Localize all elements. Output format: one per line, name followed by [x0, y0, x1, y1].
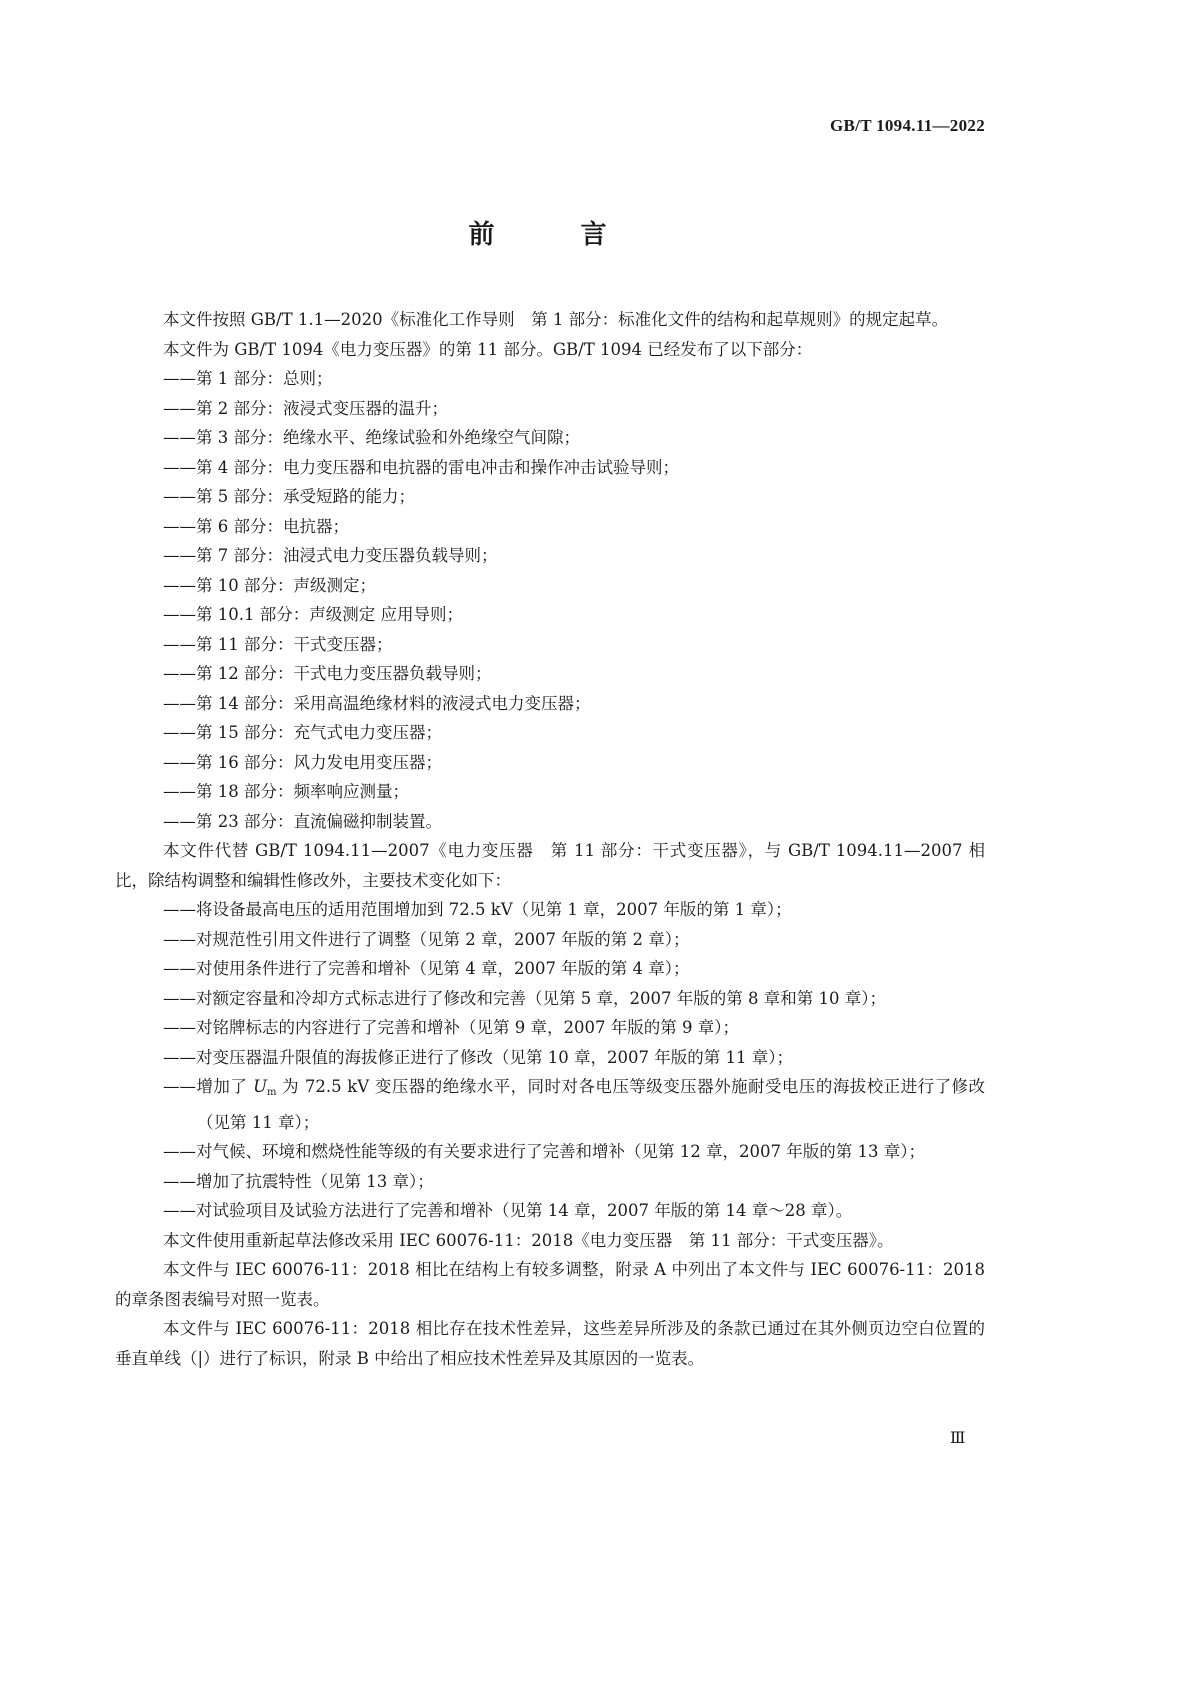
list-item: ——第 3 部分：绝缘水平、绝缘试验和外绝缘空气间隙；: [163, 428, 580, 447]
paragraph: 本文件与 IEC 60076-11：2018 相比存在技术性差异，这些差异所涉及的条款已通过在其外侧页边空白位置的垂直单线（|）进行了标识，附录 B 中给出了相应技术性差异及其原因的一览表。: [115, 1319, 985, 1368]
list-item: ——第 12 部分：干式电力变压器负载导则；: [163, 664, 492, 683]
list-item: ——第 1 部分：总则；: [163, 369, 333, 388]
paragraph: 本文件使用重新起草法修改采用 IEC 60076-11：2018《电力变压器 第 11 部分：干式变压器》。: [163, 1230, 894, 1250]
list-item: ——将设备最高电压的适用范围增加到 72.5 kV（见第 1 章，2007 年版的第 1 章）；: [163, 900, 792, 919]
list-item: [115, 1072, 985, 1137]
list-item: ——第 10 部分：声级测定；: [163, 575, 376, 595]
list-item: ——第 4 部分：电力变压器和电抗器的雷电冲击和操作冲击试验导则；: [163, 457, 679, 477]
list-item-text: ——增加了: [163, 1077, 254, 1096]
list-item: ——对气候、环境和燃烧性能等级的有关要求进行了完善和增补（见第 12 章，2007 年版的第 13 章）；: [163, 1142, 925, 1161]
list-item: ——增加了抗震特性（见第 13 章）；: [163, 1171, 434, 1191]
list-item: ——第 5 部分：承受短路的能力；: [163, 487, 415, 506]
list-item: ——第 23 部分：直流偏磁抑制装置。: [163, 811, 442, 831]
list-item: ——第 7 部分：油浸式电力变压器负载导则；: [163, 546, 498, 565]
list-item: ——第 6 部分：电抗器；: [163, 516, 349, 536]
paragraph: 本文件与 IEC 60076-11：2018 相比在结构上有较多调整，附录 A 中列出了本文件与 IEC 60076-11：2018 的章条图表编号对照一览表。: [115, 1260, 985, 1309]
list-item-text: 为 72.5 kV 变压器的绝缘水平，同时对各电压等级变压器外施耐受电压的海拔校正进行了修改（见第 11 章）；: [197, 1077, 986, 1132]
list-item: ——第 10.1 部分：声级测定 应用导则；: [163, 605, 463, 624]
symbol-u: U: [253, 1077, 267, 1096]
list-item: ——第 14 部分：采用高温绝缘材料的液浸式电力变压器；: [163, 693, 591, 713]
list-item: ——第 15 部分：充气式电力变压器；: [163, 723, 442, 742]
list-item: ——对规范性引用文件进行了调整（见第 2 章，2007 年版的第 2 章）；: [163, 929, 690, 949]
list-item: ——第 2 部分：液浸式变压器的温升；: [163, 398, 448, 418]
paragraph: 本文件代替 GB/T 1094.11—2007《电力变压器 第 11 部分：干式变压器》，与 GB/T 1094.11—2007 相比，除结构调整和编辑性修改外，主要技术变化如下：: [115, 841, 985, 890]
list-item: ——第 18 部分：频率响应测量；: [163, 782, 409, 801]
foreword-body: [115, 305, 985, 1373]
list-item: ——对铭牌标志的内容进行了完善和增补（见第 9 章，2007 年版的第 9 章）；: [163, 1018, 739, 1037]
page-number: Ⅲ: [950, 1428, 966, 1447]
list-item: ——第 16 部分：风力发电用变压器；: [163, 752, 442, 772]
standard-number: GB/T 1094.11—2022: [830, 116, 985, 135]
list-item: ——对额定容量和冷却方式标志进行了修改和完善（见第 5 章，2007 年版的第 8 章和第 10 章）；: [163, 988, 886, 1008]
list-item: ——对使用条件进行了完善和增补（见第 4 章，2007 年版的第 4 章）；: [163, 959, 690, 978]
list-item: ——对变压器温升限值的海拔修正进行了修改（见第 10 章，2007 年版的第 11 章）；: [163, 1047, 793, 1067]
list-item: ——对试验项目及试验方法进行了完善和增补（见第 14 章，2007 年版的第 14 章～28 章）。: [163, 1201, 853, 1220]
symbol-subscript: m: [266, 1087, 277, 1098]
paragraph: 本文件按照 GB/T 1.1—2020《标准化工作导则 第 1 部分：标准化文件的结构和起草规则》的规定起草。: [163, 310, 949, 329]
list-item: ——第 11 部分：干式变压器；: [163, 634, 393, 654]
paragraph: 本文件为 GB/T 1094《电力变压器》的第 11 部分。GB/T 1094 已经发布了以下部分：: [163, 339, 813, 359]
page-title: 前 言: [468, 220, 637, 250]
